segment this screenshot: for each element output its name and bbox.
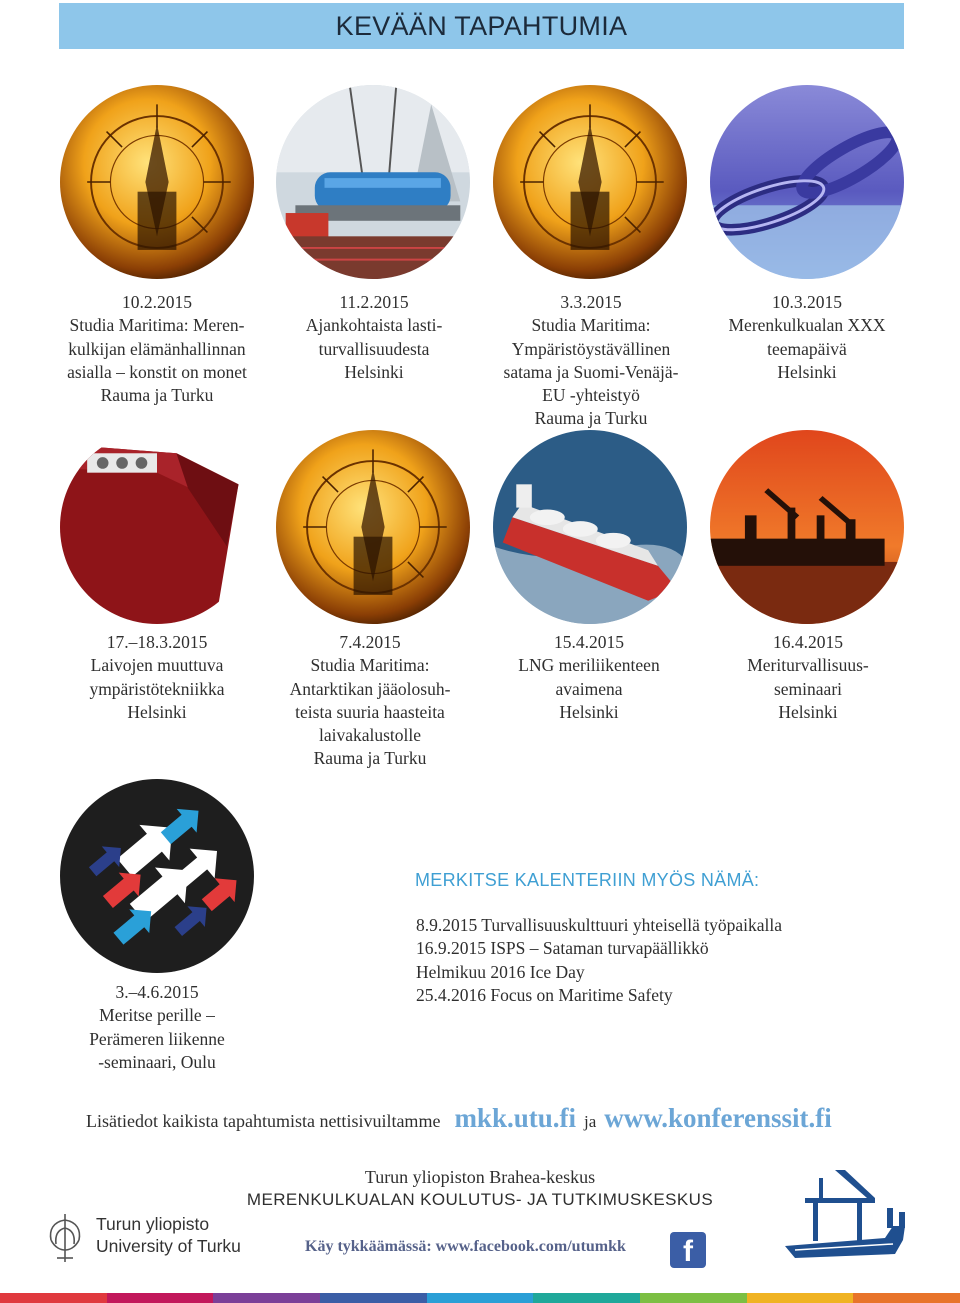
mkk-link[interactable]: mkk.utu.fi — [454, 1103, 576, 1133]
ship-hull-image — [60, 430, 254, 624]
event-date: 17.–18.3.2015 — [106, 632, 208, 652]
header-banner — [59, 3, 904, 49]
harbor-sunset-image — [710, 430, 904, 624]
info-ja: ja — [583, 1112, 597, 1131]
event-text: LNG meriliikenteen — [518, 655, 660, 676]
page-title: KEVÄÄN TAPAHTUMIA — [335, 11, 628, 41]
event-item — [256, 631, 484, 771]
calendar-item: 25.4.2016 Focus on Maritime Safety — [416, 984, 673, 1005]
event-item — [694, 631, 922, 724]
brahea-title: Turun yliopiston Brahea-keskus — [364, 1167, 596, 1187]
event-text: Perämeren liikenne — [89, 1028, 225, 1049]
event-item — [693, 291, 921, 384]
cargo-lift-image — [276, 85, 470, 279]
event-location: Rauma ja Turku — [534, 408, 648, 429]
university-name-fi: Turun yliopisto — [96, 1214, 210, 1234]
event-text: turvallisuudesta — [318, 338, 430, 359]
color-stripe — [320, 1293, 427, 1303]
event-date: 10.3.2015 — [772, 292, 842, 312]
event-text: Merenkulkualan XXX — [728, 315, 886, 336]
event-date: 16.4.2015 — [773, 632, 843, 652]
event-location: Helsinki — [127, 701, 187, 722]
event-date: 15.4.2015 — [554, 632, 624, 652]
event-text: asialla – konstit on monet — [67, 361, 247, 382]
bottom-color-bar — [0, 1293, 960, 1303]
color-stripe — [107, 1293, 214, 1303]
calendar-item: 16.9.2015 ISPS – Sataman turvapäällikkö — [416, 938, 709, 959]
event-text: Studia Maritima: — [531, 315, 651, 336]
konferenssit-link[interactable]: www.konferenssit.fi — [604, 1103, 832, 1133]
event-text: Ympäristöystävällinen — [511, 338, 671, 359]
event-item — [43, 631, 271, 724]
event-text: Meritse perille – — [99, 1005, 215, 1026]
event-item — [477, 291, 705, 431]
color-stripe — [747, 1293, 854, 1303]
lng-ship-image — [493, 430, 687, 624]
port-crane-logo-icon — [785, 1168, 915, 1263]
arrows-image — [60, 779, 254, 973]
university-name — [96, 1213, 241, 1257]
university-emblem-icon — [43, 1212, 87, 1264]
facebook-icon[interactable]: f — [670, 1232, 706, 1268]
event-item — [475, 631, 703, 724]
compass-image — [60, 85, 254, 279]
color-stripe — [640, 1293, 747, 1303]
calendar-item: Helmikuu 2016 Ice Day — [416, 961, 585, 982]
event-item — [43, 291, 271, 407]
event-item — [260, 291, 488, 384]
event-text: Ajankohtaista lasti- — [305, 315, 443, 336]
event-location: Rauma ja Turku — [100, 385, 214, 406]
event-text: laivakalustolle — [318, 725, 422, 746]
color-stripe — [0, 1293, 107, 1303]
color-stripe — [533, 1293, 640, 1303]
event-text: teista suuria haasteita — [295, 701, 445, 722]
event-text: seminaari — [773, 678, 843, 699]
event-item — [43, 981, 271, 1074]
event-text: Studia Maritima: — [310, 655, 430, 676]
event-text: Laivojen muuttuva — [90, 655, 224, 676]
compass-image — [276, 430, 470, 624]
color-stripe — [213, 1293, 320, 1303]
event-text: satama ja Suomi-Venäjä- — [503, 361, 679, 382]
event-location: Rauma ja Turku — [313, 748, 427, 769]
chain-image — [710, 85, 904, 279]
event-date: 11.2.2015 — [339, 292, 409, 312]
event-text: Studia Maritima: Meren- — [69, 315, 245, 336]
event-date: 3.–4.6.2015 — [115, 982, 199, 1002]
color-stripe — [427, 1293, 534, 1303]
event-text: EU -yhteistyö — [542, 385, 640, 406]
event-date: 7.4.2015 — [339, 632, 401, 652]
university-name-en: University of Turku — [96, 1236, 241, 1256]
calendar-list — [416, 914, 782, 1007]
event-text: ympäristötekniikka — [89, 678, 225, 699]
event-date: 3.3.2015 — [560, 292, 622, 312]
color-stripe — [853, 1293, 960, 1303]
facebook-link[interactable]: Käy tykkäämässä: www.facebook.com/utumkk — [305, 1238, 626, 1255]
event-location: Helsinki — [778, 701, 838, 722]
info-text: Lisätiedot kaikista tapahtumista nettisivuiltamme — [86, 1111, 441, 1131]
calendar-title: MERKITSE KALENTERIIN MYÖS NÄMÄ: — [415, 870, 760, 890]
event-date: 10.2.2015 — [122, 292, 192, 312]
calendar-item: 8.9.2015 Turvallisuuskulttuuri yhteisellä työpaikalla — [416, 915, 783, 935]
mkk-title: MERENKULKUALAN KOULUTUS- JA TUTKIMUSKESKUS — [246, 1190, 714, 1209]
event-text: Antarktikan jääolosuh- — [289, 678, 451, 699]
info-line — [86, 1103, 832, 1134]
compass-image — [493, 85, 687, 279]
event-location: Helsinki — [559, 701, 619, 722]
event-text: teemapäivä — [767, 338, 847, 359]
event-text: avaimena — [555, 678, 623, 699]
event-text: kulkijan elämänhallinnan — [68, 338, 246, 359]
event-location: -seminaari, Oulu — [98, 1051, 216, 1072]
event-text: Meriturvallisuus- — [747, 655, 869, 676]
event-location: Helsinki — [344, 361, 404, 382]
event-location: Helsinki — [777, 361, 837, 382]
